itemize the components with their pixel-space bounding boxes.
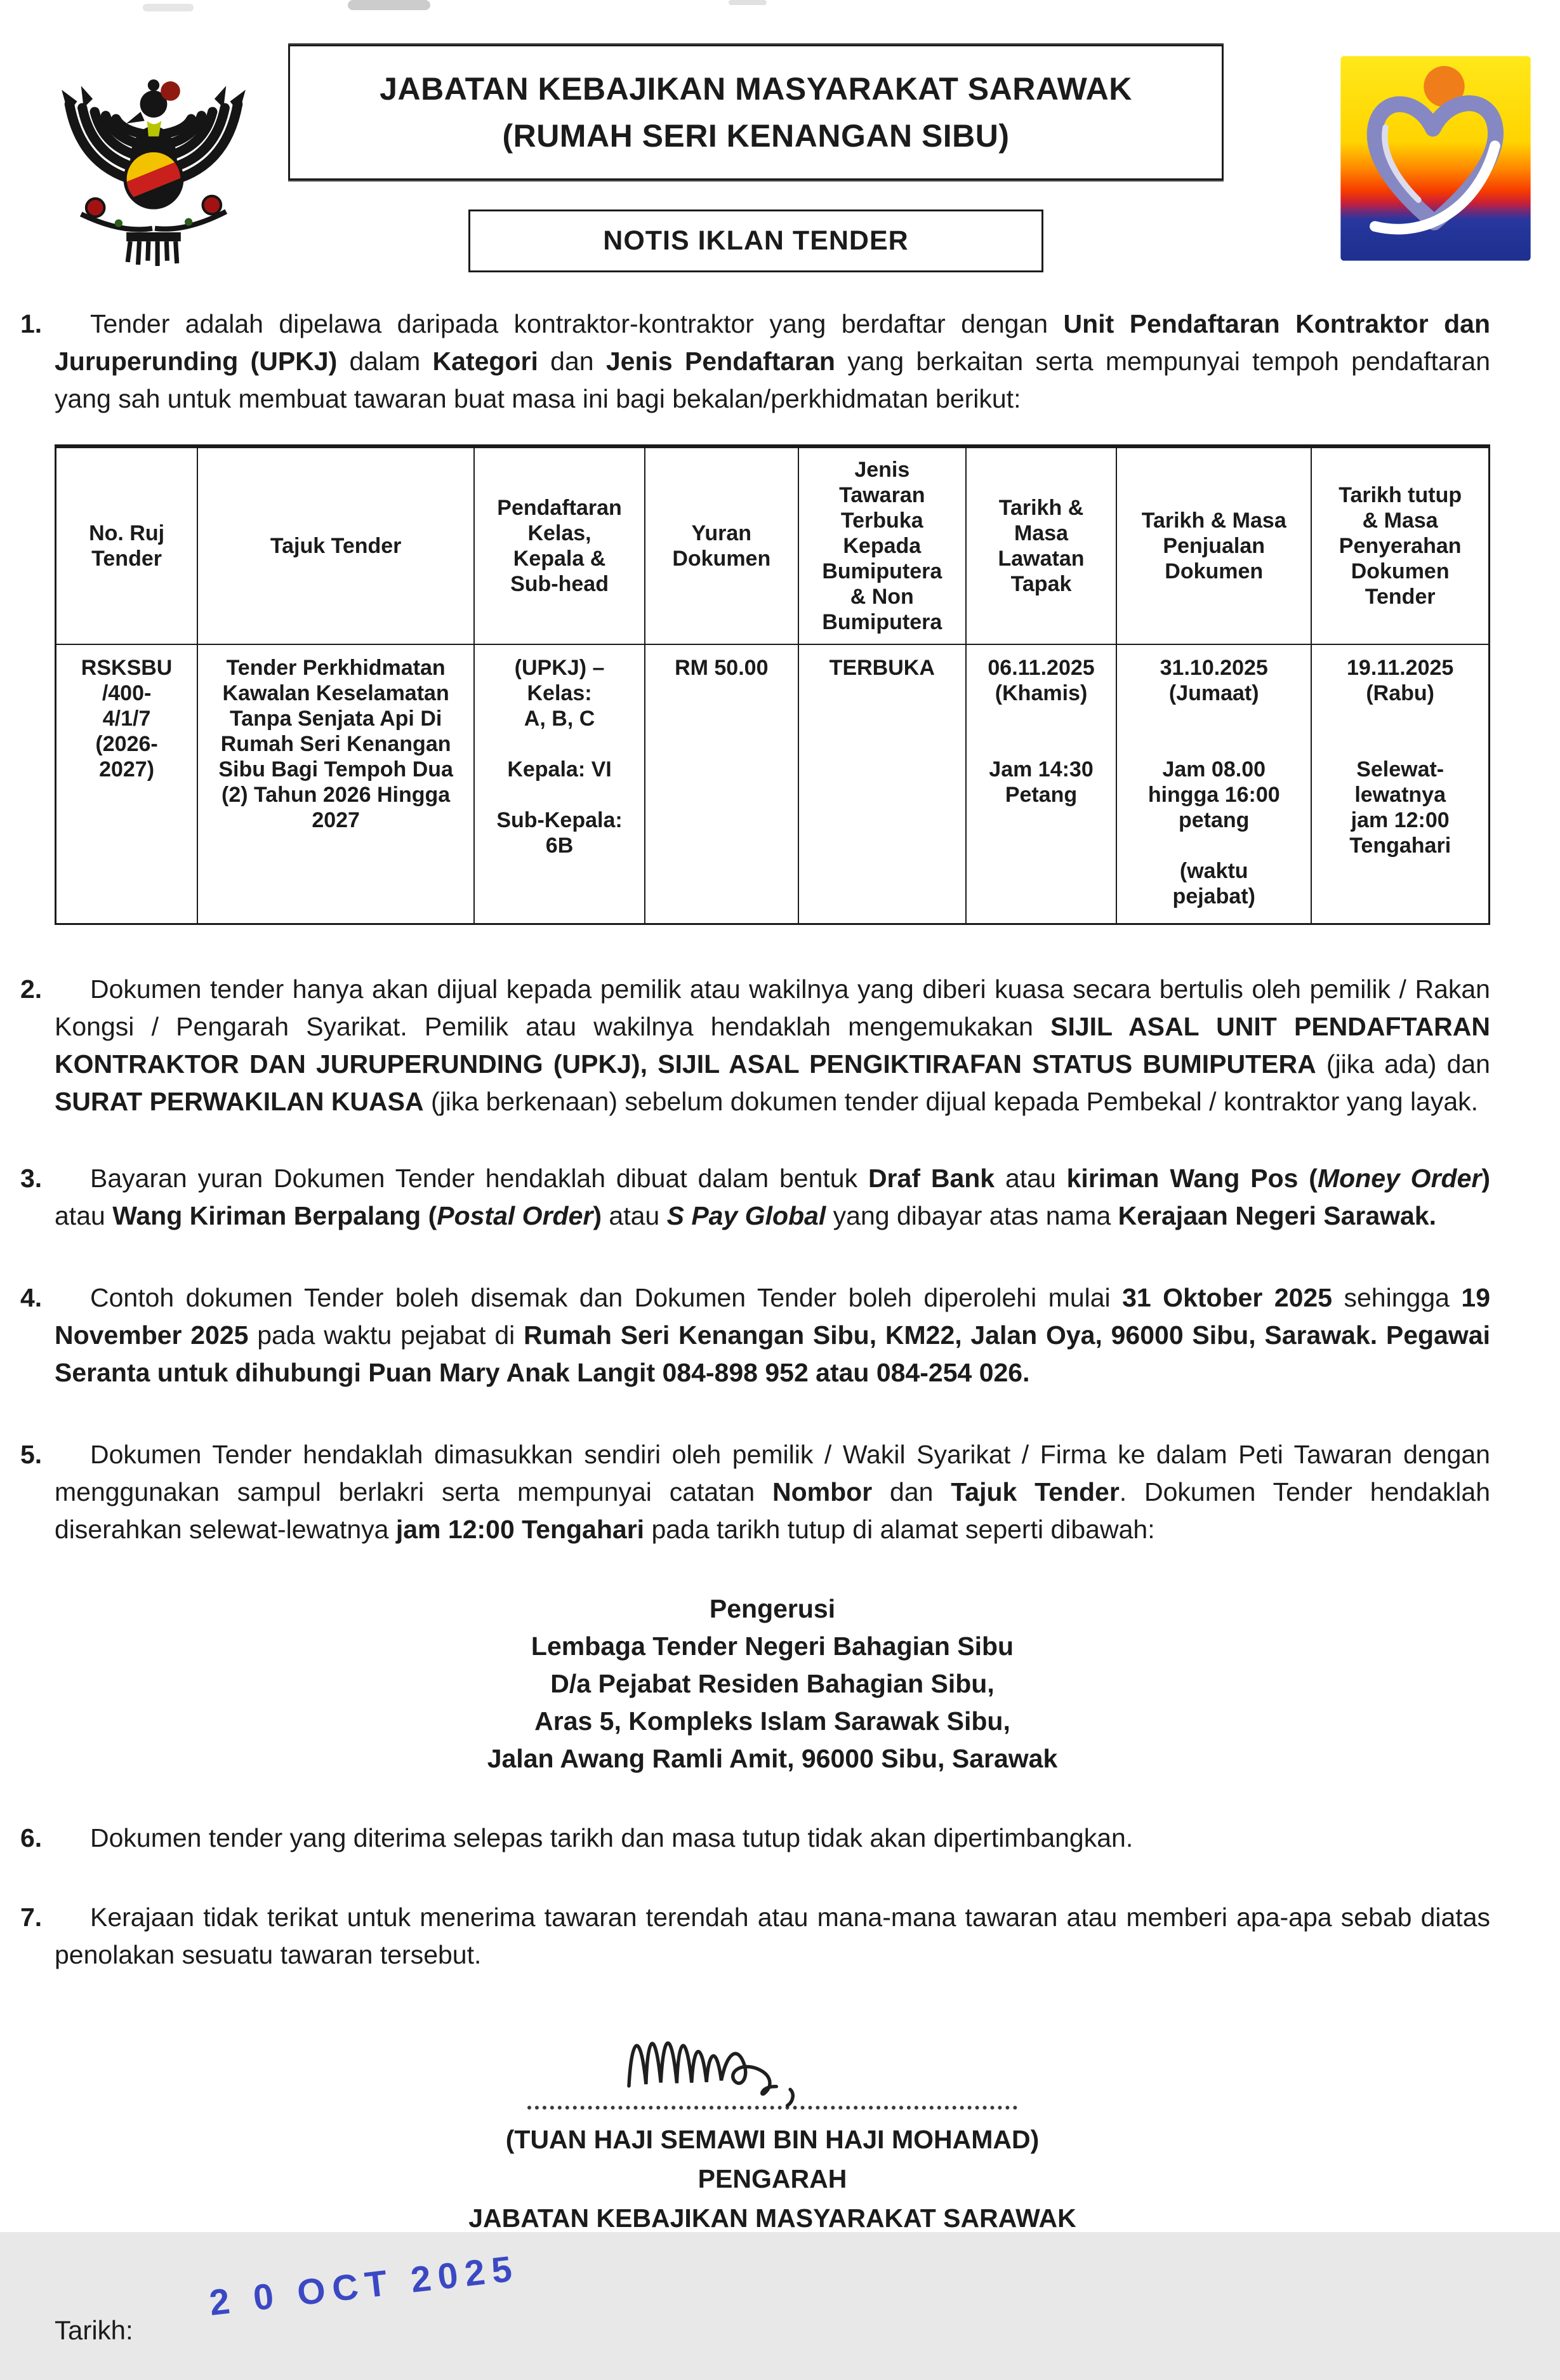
paragraph-7-number: 7.: [20, 1903, 43, 1932]
paragraph-3-number: 3.: [20, 1164, 43, 1193]
paragraph-3: [20, 1160, 1490, 1235]
col-header-tarikh-tutup: Tarikh tutup & Masa Penyerahan Dokumen Tender: [1311, 446, 1489, 644]
document-body: [20, 305, 1491, 2380]
cell-tajuk-tender: Tender Perkhidmatan Kawalan Keselamatan Tanpa Senjata Api Di Rumah Seri Kenangan Sibu Bagi Tempoh Dua (2) Tahun 2026 Hingga 2027: [197, 644, 474, 924]
paragraph-2: [20, 971, 1490, 1120]
footer: [55, 2247, 1490, 2380]
signatory-title: PENGARAH: [697, 2164, 847, 2193]
signatory-name: (TUAN HAJI SEMAWI BIN HAJI MOHAMAD): [505, 2125, 1040, 2154]
cell-lawatan-tapak: 06.11.2025 (Khamis) Jam 14:30 Petang: [966, 644, 1116, 924]
jkm-heart-logo: [1337, 50, 1535, 270]
paragraph-6: [20, 1819, 1490, 1857]
signatory-organisation: JABATAN KEBAJIKAN MASYARAKAT SARAWAK: [468, 2204, 1076, 2233]
notice-title: NOTIS IKLAN TENDER: [603, 225, 909, 256]
address-block: Pengerusi Lembaga Tender Negeri Bahagian Sibu D/a Pejabat Residen Bahagian Sibu, Aras 5, Kompleks Islam Sarawak Sibu, Jalan Awang Ramli Amit, 96000 Sibu, Sarawak: [487, 1594, 1058, 1773]
table-row: [56, 644, 1490, 924]
table-header-row: [56, 446, 1490, 644]
sarawak-crest-icon: [37, 44, 270, 268]
col-header-no-ruj-tender: No. Ruj Tender: [56, 446, 198, 644]
cell-penjualan-dokumen: 31.10.2025 (Jumaat) Jam 08.00 hingga 16:00 petang (waktu pejabat): [1116, 644, 1311, 924]
cell-yuran-dokumen: RM 50.00: [645, 644, 798, 924]
tender-table: [55, 444, 1490, 925]
jkm-heart-icon: [1337, 50, 1535, 267]
scan-artifact: [729, 0, 767, 5]
paragraph-5-text: Dokumen Tender hendaklah dimasukkan sendiri oleh pemilik / Wakil Syarikat / Firma ke dalam Peti Tawaran dengan menggunakan sampul berlakri serta mempunyai catatan Nombor dan Tajuk Tender. Dokumen Tender hendaklah diserahkan selewat-lewatnya jam 12:00 Tengahari pada tarikh tutup di alamat seperti dibawah:: [55, 1440, 1490, 1544]
scan-artifact: [348, 0, 430, 10]
paragraph-3-text: Bayaran yuran Dokumen Tender hendaklah dibuat dalam bentuk Draf Bank atau kiriman Wang Pos (Money Order) atau Wang Kiriman Berpalang (Postal Order) atau S Pay Global yang dibayar atas nama Kerajaan Negeri Sarawak.: [55, 1164, 1490, 1230]
date-label: Tarikh:: [55, 2315, 133, 2345]
signature-handwriting-icon: [596, 1990, 879, 2114]
org-title-line2: (RUMAH SERI KENANGAN SIBU): [502, 118, 1010, 154]
paragraph-7-text: Kerajaan tidak terikat untuk menerima tawaran terendah atau mana-mana tawaran atau memberi apa-apa sebab diatas penolakan sesuatu tawaran tersebut.: [55, 1903, 1490, 1969]
paragraph-6-text: Dokumen tender yang diterima selepas tarikh dan masa tutup tidak akan dipertimbangkan.: [90, 1823, 1134, 1852]
col-header-pendaftaran: Pendaftaran Kelas, Kepala & Sub-head: [474, 446, 645, 644]
paragraph-7: [20, 1899, 1490, 1974]
sarawak-state-crest-logo: [37, 44, 270, 271]
paragraph-4-text: Contoh dokumen Tender boleh disemak dan Dokumen Tender boleh diperolehi mulai 31 Oktober 2025 sehingga 19 November 2025 pada waktu pejabat di Rumah Seri Kenangan Sibu, KM22, Jalan Oya, 96000 Sibu, Sarawak. Pegawai Seranta untuk dihubungi Puan Mary Anak Langit 084-898 952 atau 084-254 026.: [55, 1283, 1490, 1387]
paragraph-1-number: 1.: [20, 309, 43, 338]
paragraph-5-number: 5.: [20, 1440, 43, 1469]
paragraph-2-text: Dokumen tender hanya akan dijual kepada pemilik atau wakilnya yang diberi kuasa secara bertulis oleh pemilik / Rakan Kongsi / Pengarah Syarikat. Pemilik atau wakilnya hendaklah mengemukakan SIJIL ASAL UNIT PENDAFTARAN KONTRAKTOR DAN JURUPERUNDING (UPKJ), SIJIL ASAL PENGIKTIRAFAN STATUS BUMIPUTERA (jika ada) dan SURAT PERWAKILAN KUASA (jika berkenaan) sebelum dokumen tender dijual kepada Pembekal / kontraktor yang layak.: [55, 974, 1490, 1116]
cell-jenis-tawaran: TERBUKA: [798, 644, 966, 924]
signature-block: [55, 1995, 1490, 2238]
paragraph-5: [20, 1436, 1490, 1548]
col-header-lawatan-tapak: Tarikh & Masa Lawatan Tapak: [966, 446, 1116, 644]
paragraph-6-number: 6.: [20, 1823, 43, 1852]
header-title-area: [288, 44, 1319, 272]
paragraph-4-number: 4.: [20, 1283, 43, 1312]
col-header-yuran-dokumen: Yuran Dokumen: [645, 446, 798, 644]
org-title-box: [288, 44, 1224, 180]
paragraph-4: [20, 1279, 1490, 1392]
col-header-penjualan-dokumen: Tarikh & Masa Penjualan Dokumen: [1116, 446, 1311, 644]
document-header: [0, 0, 1560, 272]
paragraph-2-number: 2.: [20, 974, 43, 1004]
cell-pendaftaran: (UPKJ) – Kelas: A, B, C Kepala: VI Sub-Kepala: 6B: [474, 644, 645, 924]
org-title-line1: JABATAN KEBAJIKAN MASYARAKAT SARAWAK: [380, 71, 1132, 107]
cell-no-ruj-tender: RSKSBU /400- 4/1/7 (2026- 2027): [56, 644, 198, 924]
cell-tarikh-tutup: 19.11.2025 (Rabu) Selewat- lewatnya jam 12:00 Tengahari: [1311, 644, 1489, 924]
notice-title-box: [468, 209, 1043, 272]
date-stamp: 2 0 OCT 2025: [207, 2247, 521, 2324]
col-header-jenis-tawaran: Jenis Tawaran Terbuka Kepada Bumiputera & Non Bumiputera: [798, 446, 966, 644]
paragraph-1: [20, 305, 1491, 418]
paragraph-1-text: Tender adalah dipelawa daripada kontraktor-kontraktor yang berdaftar dengan Unit Pendaftaran Kontraktor dan Juruperunding (UPKJ) dalam Kategori dan Jenis Pendaftaran yang berkaitan serta mempunyai tempoh pendaftaran yang sah untuk membuat tawaran buat masa ini bagi bekalan/perkhidmatan berikut:: [55, 309, 1491, 413]
scan-artifact: [143, 4, 194, 11]
col-header-tajuk-tender: Tajuk Tender: [197, 446, 474, 644]
